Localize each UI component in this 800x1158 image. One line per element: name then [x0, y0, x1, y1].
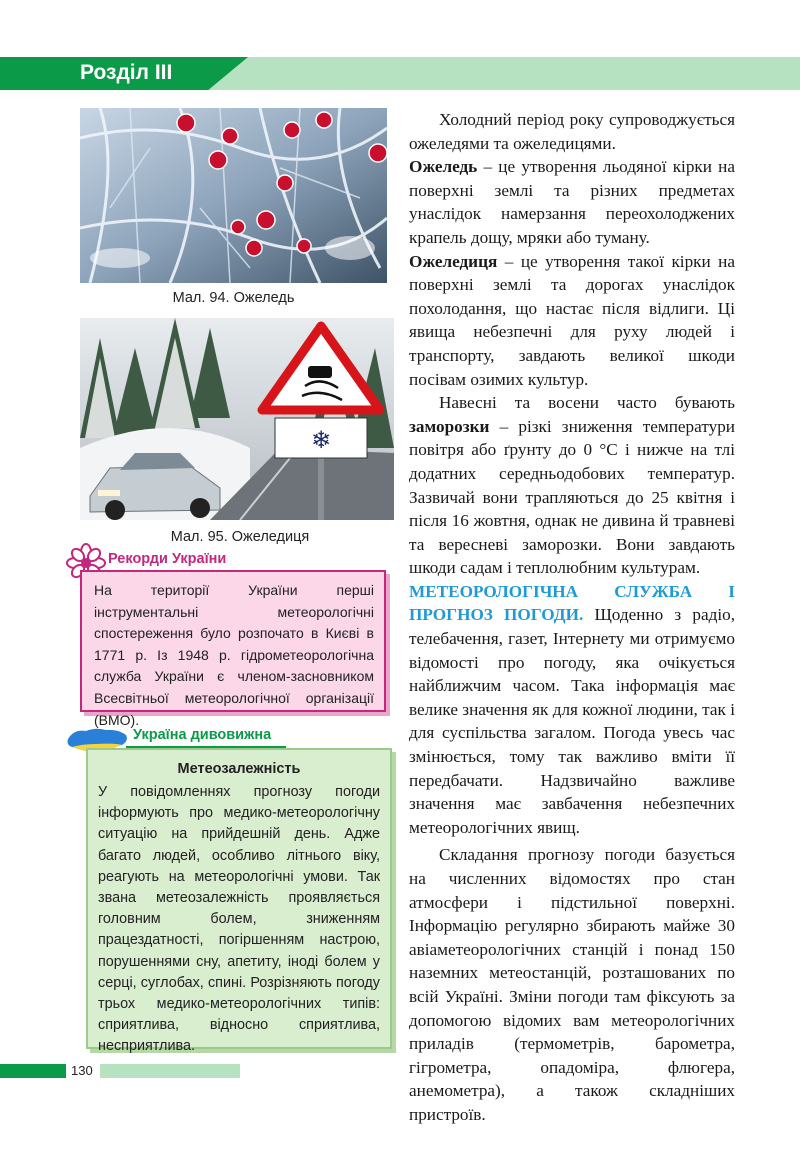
- intro-text: Холодний період року супроводжується ожеледями та ожеледицями.: [409, 110, 735, 153]
- ozheled-definition: – це утворення льодяної кірки на поверхні землі та різних предметах унаслідок намерзання переохолоджених крапель дощу, мряки або туману.: [409, 157, 735, 247]
- page-number: 130: [71, 1063, 93, 1078]
- footer-band: [100, 1064, 240, 1078]
- main-text-column: [409, 108, 735, 1127]
- amazing-box: [86, 748, 392, 1055]
- amazing-heading: Метеозалежність: [177, 761, 301, 777]
- footer-band-accent: [0, 1064, 66, 1078]
- section-title: Розділ ІІІ: [80, 61, 173, 84]
- figure-95-caption: Мал. 95. Ожеледиця: [170, 529, 310, 545]
- records-box: [80, 570, 386, 728]
- paragraph-frosts: [409, 391, 735, 580]
- frosts-intro: Навесні та восени часто бувають: [439, 393, 735, 413]
- paragraph-forecast: [409, 843, 735, 1126]
- section-heading: МЕТЕОРОЛОГІЧНА СЛУЖБА І ПРОГНОЗ ПОГОДИ.: [409, 581, 735, 625]
- term-ozheled: Ожеледь: [409, 157, 478, 177]
- paragraph-service: [409, 580, 735, 840]
- records-text: На території України перші інструментальні метеорологічні спостереження було розпочато в Києві в 1771 р. Із 1948 р. гідрометеорологічна служба України є членом-засновником Всесвітньої метеорологічної організації (ВМО).: [94, 582, 374, 728]
- paragraph-intro: [409, 108, 735, 155]
- records-title: Рекорди України: [108, 551, 227, 567]
- photo-icy-road: [80, 318, 394, 520]
- amazing-title: Україна дивовижна: [133, 727, 272, 743]
- svg-text:❄: ❄: [310, 426, 332, 454]
- frosts-definition: – різкі зниження температури повітря або ґрунту до 0 °С і нижче на тлі додатних середньодобових температур. Зазвичай вони трапляються до 25 квітня і після 16 жовтня, однак не дивина й травневі та вересневі заморозки. Вони завдають шкоди садам і теплолюбним культурам.: [409, 416, 735, 578]
- ozheledytsia-definition: – це утворення такої кірки на поверхні землі та дорогах унаслідок похолодання, що настає після відлиги. Ці явища небезпечні для руху людей і транспорту, завдають великої шкоди посівам озимих культур.: [409, 251, 735, 389]
- photo-glaze-ice: [80, 108, 387, 283]
- term-ozheledytsia: Ожеледиця: [409, 251, 498, 271]
- paragraph-ozheled: [409, 155, 735, 249]
- paragraph-ozheledytsia: [409, 250, 735, 392]
- amazing-text: У повідомленнях прогнозу погоди інформують про медико-метеорологічну ситуацію на прийдешній день. Адже багато людей, особливо літнього віку, реагують на метеорологічні умови. Так звана метеозалежність проявляється головним болем, зниженням працездатності, погіршенням настрою, порушеннями сну, апетиту, іноді болем у серці, суглобах, спині. Розрізняють погоду трьох медико-метеорологічних типів: сприятлива, відносно сприятлива, несприятлива.: [98, 784, 380, 1055]
- term-zamorozky: заморозки: [409, 416, 490, 436]
- forecast-text: Складання прогнозу погоди базується на численних відомостях про стан атмосфери і підстильної поверхні. Інформацію регулярно збирають майже 30 авіаметеорологічних станцій і понад 150 наземних метеостанцій, розташованих по всій Україні. Зміни погоди там фіксують за допомогою відомих вам метеорологічних приладів (термометрів, барометра, гігрометра, опадоміра, флюгера, анемометра), а також складніших пристроїв.: [409, 845, 735, 1124]
- figure-94-caption: Мал. 94. Ожеледь: [172, 290, 295, 306]
- service-text: Щоденно з радіо, телебачення, газет, Інтернету ми отримуємо відомості про погоду, яка очікується найближчим часом. Така інформація має велике значення як для кожної людини, так і для суспільства загалом. Погода увесь час змінюється, тому так важливо вміти її передбачати. Надзвичайно важливе значення має завбачення небезпечних метеорологічних явищ.: [409, 605, 735, 837]
